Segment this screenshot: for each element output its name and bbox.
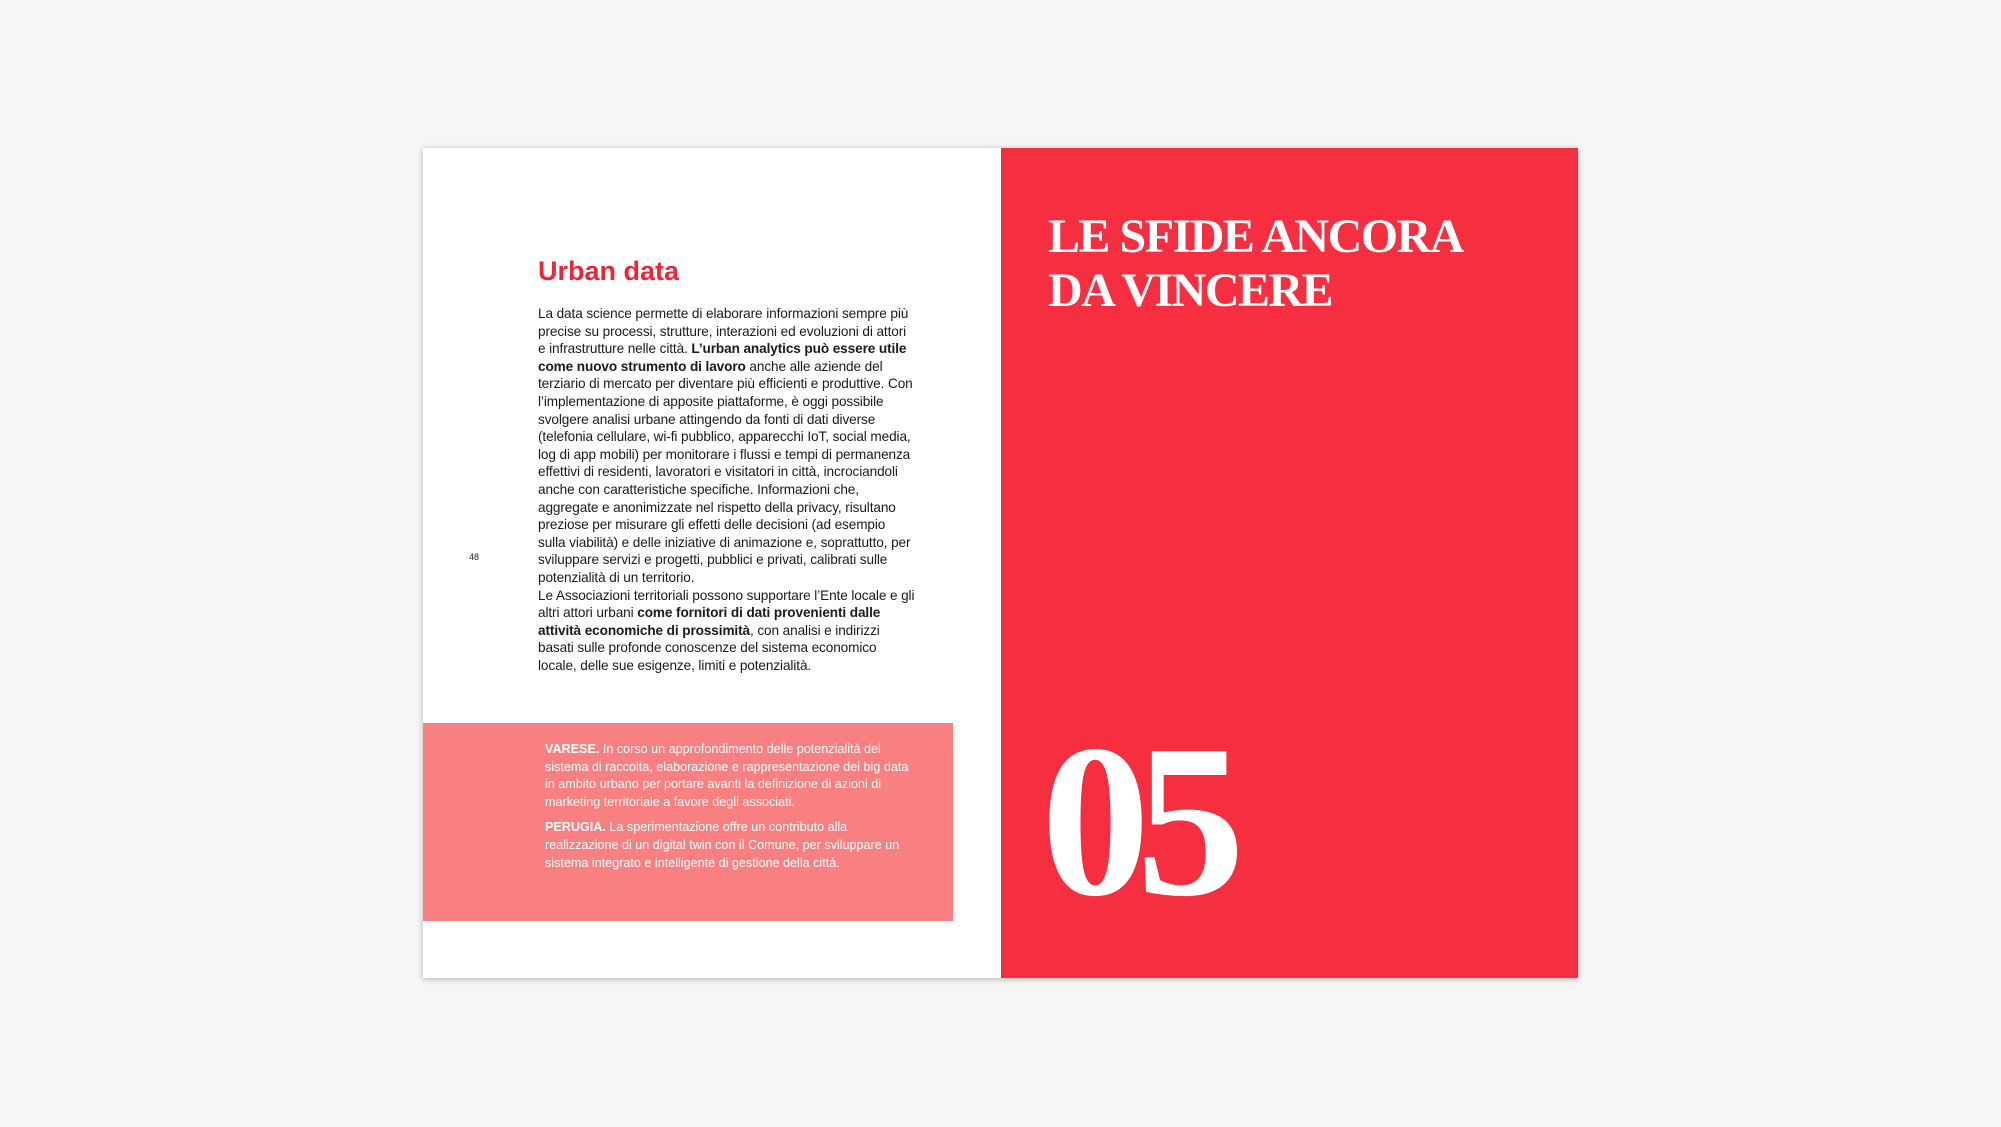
body-highlight-2: come fornitori di dati provenienti dalle attività economiche di prossimità (538, 605, 881, 638)
left-page (423, 148, 1001, 978)
body-paragraph-1: La data science permette di elaborare informazioni sempre più precise su processi, strutture, interazioni ed evoluzioni di attori e infrastrutture nelle città. L’urban analytics può essere utile come nuovo strumento di lavoro anche alle aziende del terziario di mercato per diventare più efficienti e produttive. Con l’implementazione di apposite piattaforme, è oggi possibile svolgere analisi urbane attingendo da fonti di dati diverse (telefonia cellulare, wi-fi pubblico, apparecchi IoT, social media, log di app mobili) per monitorare i flussi e tempi di permanenza effettivi di residenti, lavoratori e visitatori in città, incrociandoli anche con caratteristiche specifiche. Informazioni che, aggregate e anonimizzate nel rispetto della privacy, risultano preziose per misurare gli effetti delle decisioni (ad esempio sulla viabilità) e delle iniziative di animazione e, soprattutto, per sviluppare servizi e progetti, pubblici e privati, calibrati sulle potenzialità di un territorio. (538, 306, 913, 585)
case-study-varese: VARESE. In corso un approfondimento delle potenzialità del sistema di raccolta, elaborazione e rappresentazione dei big data in ambito urbano per portare avanti la definizione di azioni di marketing territoriale a favore degli associati. (545, 742, 909, 809)
case-study-perugia: PERUGIA. La sperimentazione offre un contributo alla realizzazione di un digital twin con il Comune, per sviluppare un sistema integrato e intelligente di gestione della città. (545, 820, 900, 870)
body-highlight-1: L’urban analytics può essere utile come nuovo strumento di lavoro (538, 341, 907, 374)
case-study-box (423, 723, 953, 921)
chapter-number: 05 (1041, 701, 1231, 942)
chapter-title-line-2: DA VINCERE (1048, 264, 1333, 317)
page-number: 48 (469, 552, 480, 562)
case-study-perugia-lead: PERUGIA. (545, 820, 606, 835)
chapter-title (1048, 210, 1548, 318)
chapter-title-line-1: LE SFIDE ANCORA (1048, 210, 1463, 263)
case-study-varese-lead: VARESE. (545, 742, 600, 756)
case-study-text (545, 741, 910, 880)
document-spread (423, 148, 1578, 978)
body-text (538, 305, 916, 674)
section-title: Urban data (538, 256, 680, 286)
right-page (1001, 148, 1578, 978)
body-paragraph-2: Le Associazioni territoriali possono supportare l’Ente locale e gli altri attori urbani come fornitori di dati provenienti dalle attività economiche di prossimità, con analisi e indirizzi basati sulle profonde conoscenze del sistema economico locale, delle sue esigenze, limiti e potenzialità. (538, 587, 915, 673)
